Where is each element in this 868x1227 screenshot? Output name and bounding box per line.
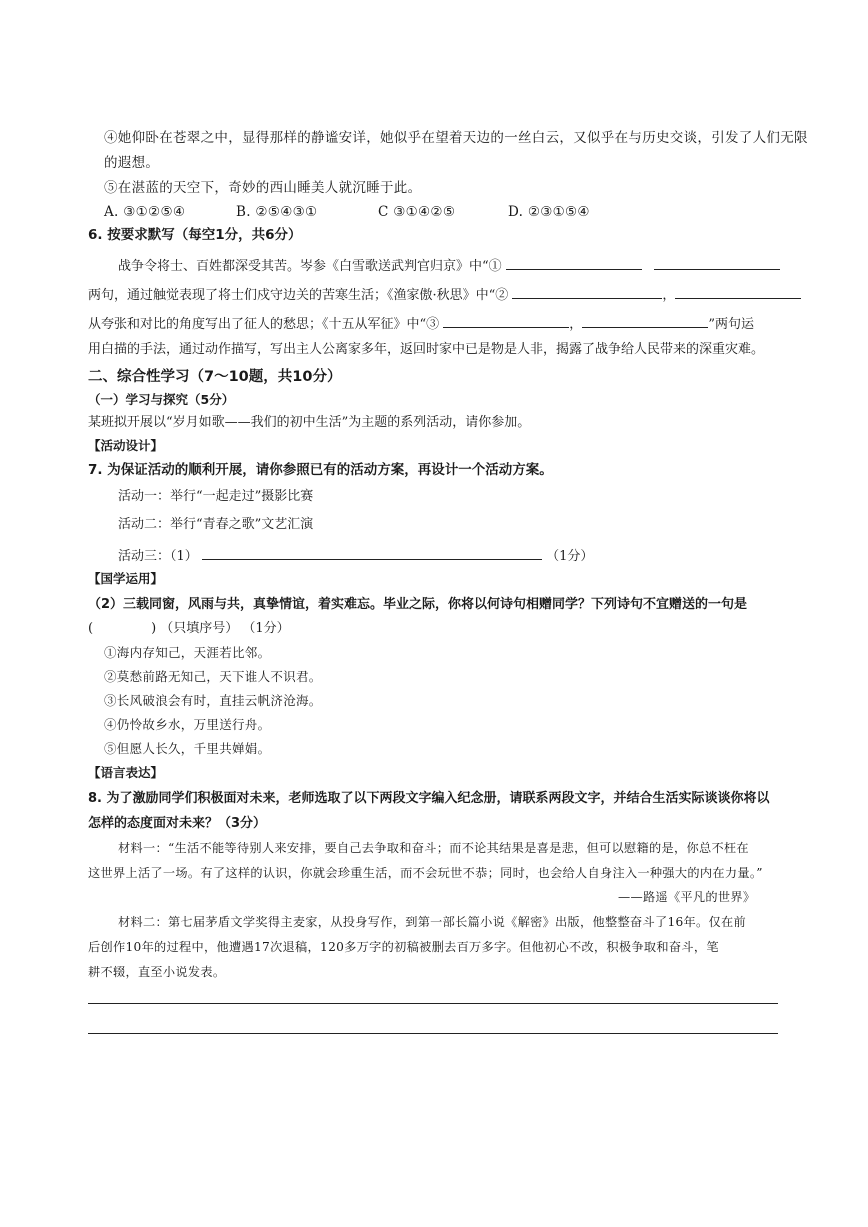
q6-line-1-text: 战争令将士、百姓都深受其苦。岑参《白雪歌送武判官归京》中“① — [118, 259, 502, 274]
q6-blank-2a[interactable] — [512, 285, 662, 299]
q6-line-4: 用白描的手法，通过动作描写，写出主人公离家多年，返回时家中已是物是人非，揭露了战争给人民带来的深重灾难。 — [88, 342, 765, 357]
material-1-source: ——路遥《平凡的世界》 — [618, 890, 756, 904]
activity-intro: 某班拟开展以“岁月如歌——我们的初中生活”为主题的系列活动，请你参加。 — [88, 415, 531, 430]
poem-1: ①海内存知己，天涯若比邻。 — [104, 645, 271, 660]
poem-5: ⑤但愿人长久，千里共婵娟。 — [104, 741, 271, 756]
q6-blank-2b[interactable] — [675, 285, 801, 299]
q6-line-1 — [118, 256, 780, 273]
material-2-line-2: 后创作10年的过程中，他遭遇17次退稿，120多万字的初稿被删去百万多字。但他初心不改，积极争取和奋斗，笔 — [88, 940, 719, 954]
poem-3: ③长风破浪会有时，直挂云帆济沧海。 — [104, 693, 322, 708]
material-1-line-2: 这世界上活了一场。有了这样的认识，你就会珍重生活，而不会玩世不恭；同时，也会给人自身注入一种强大的内在力量。” — [88, 866, 763, 880]
option-c: C ③①④②⑤ — [378, 204, 456, 220]
q6-blank-1a[interactable] — [506, 256, 642, 270]
q6-blank-3a[interactable] — [443, 314, 569, 328]
q6-line-2-text: 两句，通过触觉表现了将士们戍守边关的苦寒生活；《渔家傲·秋思》中“② — [88, 288, 509, 303]
question-6-title: 6. 按要求默写（每空1分，共6分） — [88, 227, 302, 243]
sentence-4-continued: 的遐想。 — [104, 155, 160, 171]
section-2-heading: 二、综合性学习（7～10题，共10分） — [88, 369, 342, 385]
answer-line-1[interactable] — [88, 1003, 778, 1004]
answer-paren-close: ) （只填序号） （1分） — [151, 621, 290, 636]
option-b: B. ②⑤④③① — [236, 204, 318, 220]
subsection-1-heading: （一）学习与探究（5分） — [88, 392, 235, 407]
q6-line-3-text: 从夸张和对比的角度写出了征人的愁思；《十五从军征》中“③ — [88, 317, 440, 332]
q6-line-2-comma: ， — [662, 288, 676, 303]
answer-line-2[interactable] — [88, 1033, 778, 1034]
material-2-line-1: 材料二：第七届茅盾文学奖得主麦家，从投身写作，到第一部长篇小说《解密》出版，他整整奋斗了16年。仅在前 — [118, 915, 746, 929]
answer-paren-open: ( — [88, 621, 94, 636]
activity-3 — [118, 546, 593, 563]
activity-2: 活动二：举行“青春之歌”文艺汇演 — [118, 517, 314, 532]
yuyan-tag: 【语言表达】 — [88, 765, 164, 780]
question-2-line-2 — [88, 622, 290, 635]
guoxue-tag: 【国学运用】 — [88, 571, 164, 586]
activity-3-score: （1分） — [546, 549, 594, 564]
q6-blank-1b[interactable] — [654, 256, 780, 270]
activity-1: 活动一：举行“一起走过”摄影比赛 — [118, 489, 314, 504]
poem-2: ②莫愁前路无知己，天下谁人不识君。 — [104, 669, 322, 684]
q6-blank-3b[interactable] — [582, 314, 708, 328]
activity-3-blank[interactable] — [202, 546, 542, 560]
activity-3-label: 活动三：（1） — [118, 549, 198, 564]
material-2-line-3: 耕不辍，直至小说发表。 — [88, 965, 226, 979]
material-1-line-1: 材料一：“生活不能等待别人来安排，要自己去争取和奋斗；而不论其结果是喜是悲，但可以慰籍的是，你总不枉在 — [118, 841, 749, 855]
activity-design-tag: 【活动设计】 — [88, 438, 164, 453]
question-2-line-1: （2）三载同窗，风雨与共，真挚情谊，着实难忘。毕业之际，你将以何诗句相赠同学？下列诗句不宜赠送的一句是 — [88, 597, 748, 612]
sentence-5: ⑤在湛蓝的天空下，奇妙的西山睡美人就沉睡于此。 — [104, 180, 422, 196]
option-a: A. ③①②⑤④ — [104, 204, 186, 220]
question-8-line-2: 怎样的态度面对未来？（3分） — [88, 816, 267, 831]
sentence-4: ④她仰卧在苍翠之中，显得那样的静谧安详，她似乎在望着天边的一丝白云，又似乎在与历史交谈，引发了人们无限 — [104, 130, 808, 146]
option-d: D. ②③①⑤④ — [508, 204, 590, 220]
q6-line-3 — [88, 314, 754, 331]
poem-4: ④仍怜故乡水，万里送行舟。 — [104, 717, 271, 732]
q6-line-3-comma: ， — [569, 317, 583, 332]
question-8-line-1: 8. 为了激励同学们积极面对未来，老师选取了以下两段文字编入纪念册，请联系两段文字，并结合生活实际谈谈你将以 — [88, 791, 770, 806]
q6-line-3-tail: ”两句运 — [708, 317, 754, 332]
q6-line-2 — [88, 285, 801, 302]
question-7: 7. 为保证活动的顺利开展，请你参照已有的活动方案，再设计一个活动方案。 — [88, 462, 553, 478]
